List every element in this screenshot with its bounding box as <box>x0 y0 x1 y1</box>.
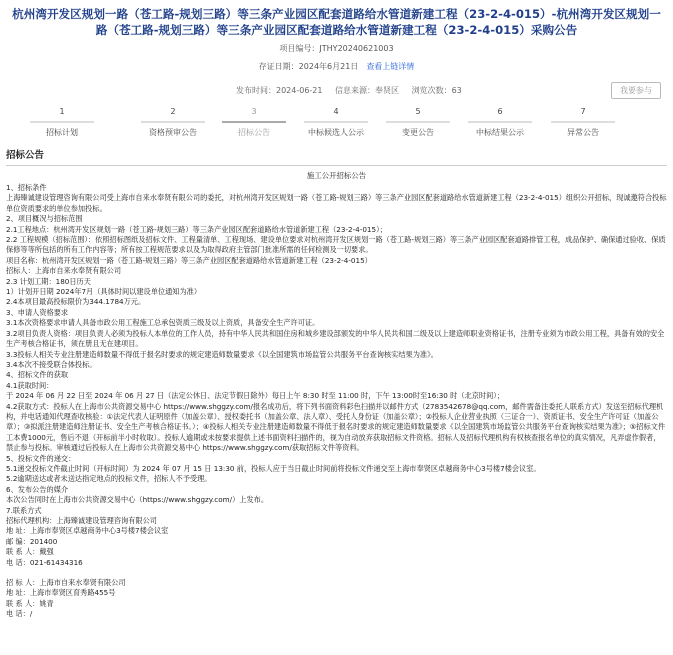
notice-line: 电 话：021-61434316 <box>6 557 83 567</box>
step-label: 招标公告 <box>238 128 270 137</box>
section-title: 招标公告 <box>6 150 45 161</box>
notice-line: 7.联系方式 <box>6 505 42 515</box>
notice-line: 联 系 人：姚青 <box>6 598 54 608</box>
step-label: 中标结果公示 <box>476 128 524 137</box>
step-bar <box>468 121 532 123</box>
step-label: 异常公告 <box>567 128 599 137</box>
step-label: 变更公告 <box>402 128 434 137</box>
notice-line: 地 址：上海市奉贤区卓越商务中心3号楼7楼会议室 <box>6 526 169 536</box>
step-number: 7 <box>580 107 586 116</box>
notice-line: 5、投标文件的递交： <box>6 453 76 463</box>
step-label: 资格预审公告 <box>149 128 197 137</box>
section-divider <box>6 165 667 166</box>
view-chain-link[interactable]: 查看上链详情 <box>366 62 415 71</box>
notice-line: 电 话：/ <box>6 609 33 619</box>
notice-line: 1、招标条件 <box>6 183 47 192</box>
notice-line: 2.1工程地点：杭州湾开发区规划一路（苍工路-规划三路）等三条产业园区配套道路给水管道新建工程（23-2-4-015）； <box>6 224 387 234</box>
notice-line: 地 址：上海市奉贤区育秀路455号 <box>6 588 116 598</box>
info-source: 信息来源：奉贤区 <box>335 86 400 95</box>
record-date: 存证日期：2024年6月21日 <box>258 62 359 71</box>
step-label: 招标计划 <box>46 128 78 137</box>
notice-line <box>6 568 667 578</box>
step-number: 4 <box>333 107 339 116</box>
step-bar <box>551 121 615 123</box>
notice-line: 2.4本项目最高投标限价为344.1784万元。 <box>6 297 146 307</box>
step-bar <box>141 121 205 123</box>
notice-line: 3.1本次资格要求申请人具备市政公用工程施工总承包资质三级及以上资质，具备安全生产许可证。 <box>6 318 320 328</box>
notice-line: 2.3 计划工期：180日历天 <box>6 276 91 286</box>
notice-line: 2.2 工程规模（招标范围）：依照招标图纸及招标文件、工程量清单、工程现场、建设单位要求对杭州湾开发区规划一路（苍工路-规划三路）等三条产业园区配套道路排管工程，成品保护、确保通过验收、保质保修等等所包括的所有工作内容等；所有按工程规范要求以及为取得政府主管部门批准所需的任何检测及一切要求。 <box>6 235 666 255</box>
notice-line: 4.2获取方式：投标人在上海市公共资源交易中心 https://www.shggzy.com/报名成功后，将下列书面资料彩色扫描并以邮件方式（2783542678@qq.com，邮件需备注委托人联系方式）发送至招标代理机构，并电话通知代理查收核验：①法定代表人证明原件（加盖公章）、授权委托书（加盖公章、法人章）、受托人身份证（加盖公章）；②投标人企业营业执照（三证合一）、资质证书、安全生产许可证（加盖公章）；③拟派注册建造师注册证书、安全生产考核合格证书。）；④投标人相关专业注册建造师数量不得低于报名时要求的规定建造师数量要求《以全国建筑市场监管公共服务平台查询核实结果为准》；⑤招标文件工本费1000元，售后不退（开标前半小时收取）。投标人逾期或未按要求提供上述书面资料扫描件的，视为自动放弃获取招标文件资格。招标人及招标代理机构有权核查报名单位的真实情况，凡弄虚作假者，禁止参与投标。审核通过后投标人在上海市公共资源交易中心 https://www.shggzy.com/获取招标文件等资料。 <box>6 401 666 453</box>
notice-line: 4、招标文件的获取 <box>6 370 69 380</box>
step-label: 中标候选人公示 <box>308 128 364 137</box>
step-number: 2 <box>170 107 176 116</box>
step-number: 6 <box>497 107 503 116</box>
notice-line: 招标人：上海市自来水奉贤有限公司 <box>6 266 122 276</box>
page-title: 杭州湾开发区规划一路（苍工路-规划三路）等三条产业园区配套道路给水管道新建工程（23-2-4-015）-杭州湾开发区规划一路（苍工路-规划三路）等三条产业园区配套道路给水管道新建工程（23-2-4-015）采购公告 <box>12 7 661 37</box>
notice-line: 项目名称：杭州湾开发区规划一路（苍工路-规划三路）等三条产业园区配套道路给水管道新建工程（23-2-4-015） <box>6 255 372 265</box>
notice-line: 联 系 人：戴强 <box>6 547 54 557</box>
notice-line: 3.2项目负责人资格：项目负责人必须为投标人本单位的工作人员，持有中华人民共和国住房和城乡建设部颁发的中华人民共和国二级及以上建造师职业资格证书，注册专业须为市政公用工程，具备有效的安全生产考核合格证书，须在册且无在建项目。 <box>6 328 665 349</box>
notice-line: 于 2024 年 06 月 22 日至 2024 年 06 月 27 日（法定公休日、法定节假日除外）每日上午 8:30 时至 11:00 时，下午 13:00时至16:30 时（北京时间）； <box>6 391 505 401</box>
step-number: 1 <box>59 107 65 116</box>
notice-line: 5.1递交投标文件截止时间（开标时间）为 2024 年 07 月 15 日 13:30 前，投标人应于当日截止时间前将投标文件递交至上海市奉贤区卓越商务中心3号楼7楼会议室。 <box>6 463 541 473</box>
notice-line: 邮 编：201400 <box>6 536 58 546</box>
step-4[interactable] <box>296 107 376 138</box>
notice-line: 3.4本次不接受联合体投标。 <box>6 359 97 369</box>
process-steps <box>0 107 673 147</box>
notice-line: 4.1获取时间： <box>6 380 54 390</box>
notice-line: 5.2逾期送达或者未送达指定地点的投标文件，招标人不予受理。 <box>6 474 212 484</box>
notice-line: 招 标 人：上海市自来水奉贤有限公司 <box>6 578 126 588</box>
step-1[interactable] <box>22 107 102 138</box>
step-6[interactable] <box>460 107 540 138</box>
record-row <box>0 61 673 73</box>
notice-line: 3、申请人资格要求 <box>6 307 69 317</box>
step-2[interactable] <box>133 107 213 138</box>
notice-line: 1）计划开日期 2024年7月（具体时间以建设单位通知为准） <box>6 287 202 297</box>
step-3[interactable] <box>214 107 294 138</box>
notice-body <box>0 181 673 620</box>
step-5[interactable] <box>378 107 458 138</box>
step-bar <box>304 121 368 123</box>
publish-info <box>236 85 472 96</box>
notice-line: 6、发布公告的媒介 <box>6 484 69 494</box>
notice-line: 上海臻诚建设管理咨询有限公司受上海市自来水奉贤有限公司的委托，对杭州湾开发区规划一路（苍工路-规划三路）等三条产业园区配套道路给水管道新建工程（23-2-4-015）组织公开招标，现诚邀符合投标单位资质要求的单位参加投标。 <box>6 193 667 213</box>
notice-line: 2、项目概况与招标范围 <box>6 214 83 224</box>
step-number: 3 <box>251 107 257 116</box>
notice-line: 3.3投标人相关专业注册建造师数量不得低于报名时要求的规定建造师数量要求《以全国建筑市场监管公共服务平台查询核实结果为准》。 <box>6 349 438 359</box>
step-7[interactable] <box>543 107 623 138</box>
notice-title: 施工公开招标公告 <box>306 171 367 180</box>
notice-line: 本次公告同时在上海市公共资源交易中心（https://www.shggzy.com/）上发布。 <box>6 495 269 505</box>
step-number: 5 <box>415 107 421 116</box>
step-bar <box>386 121 450 123</box>
project-number: 项目编号：JTHY20240621003 <box>279 44 394 53</box>
notice-line: 招标代理机构：上海臻诚建设管理咨询有限公司 <box>6 516 157 525</box>
step-bar <box>222 121 286 123</box>
publish-info-row <box>0 81 673 99</box>
step-bar <box>30 121 94 123</box>
view-count: 浏览次数：63 <box>411 86 462 95</box>
join-button[interactable]: 我要参与 <box>611 82 661 99</box>
publish-time: 发布时间：2024-06-21 <box>236 86 323 95</box>
